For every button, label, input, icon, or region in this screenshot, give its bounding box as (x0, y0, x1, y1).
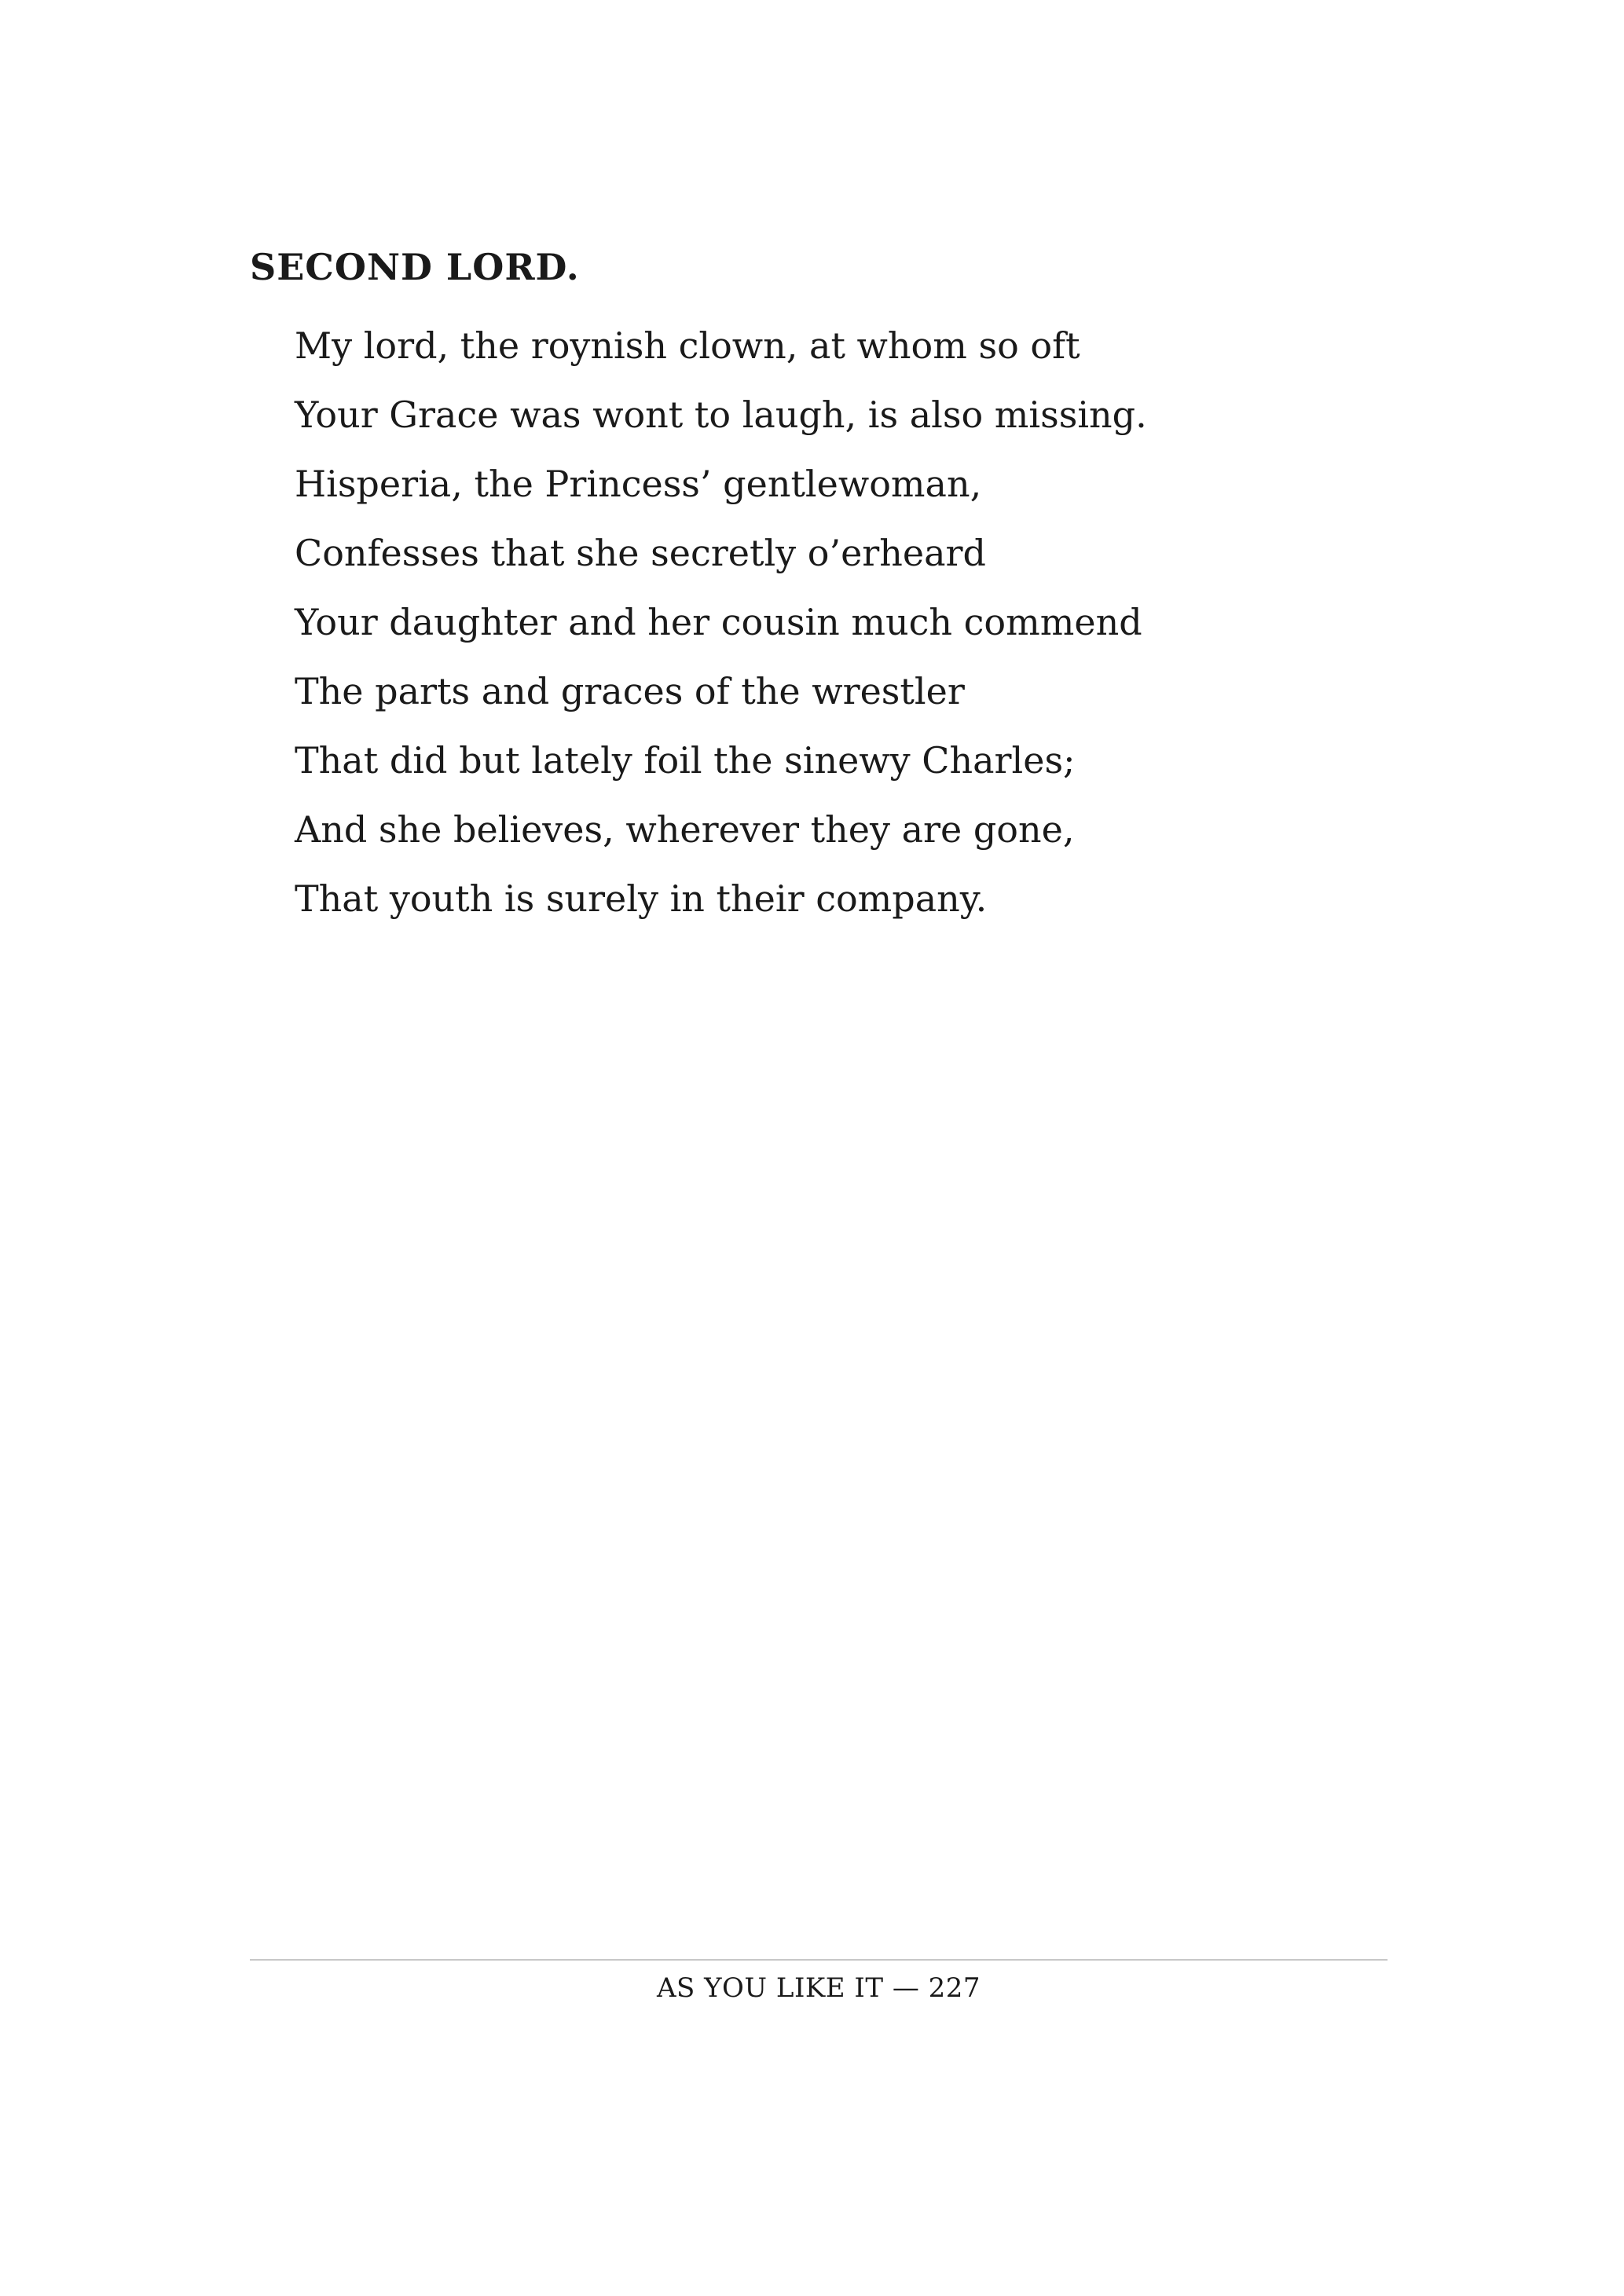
verse-line: Hisperia, the Princess’ gentlewoman, (295, 463, 982, 505)
verse-line: My lord, the roynish clown, at whom so oft (295, 324, 1080, 367)
verse-line: That did but lately foil the sinewy Charles; (295, 739, 1076, 782)
footer-divider (250, 1959, 1388, 1961)
verse-block (295, 311, 1147, 933)
verse-line: Your Grace was wont to laugh, is also missing. (295, 394, 1147, 436)
verse-line: Your daughter and her cousin much commend (295, 601, 1142, 643)
speaker-heading: SECOND LORD. (250, 246, 580, 288)
verse-line: Confesses that she secretly o’erheard (295, 532, 986, 574)
verse-line: And she believes, wherever they are gone, (295, 808, 1075, 851)
verse-line: The parts and graces of the wrestler (295, 670, 965, 712)
verse-line: That youth is surely in their company. (295, 877, 988, 920)
page-footer: AS YOU LIKE IT — 227 (656, 1972, 981, 2004)
